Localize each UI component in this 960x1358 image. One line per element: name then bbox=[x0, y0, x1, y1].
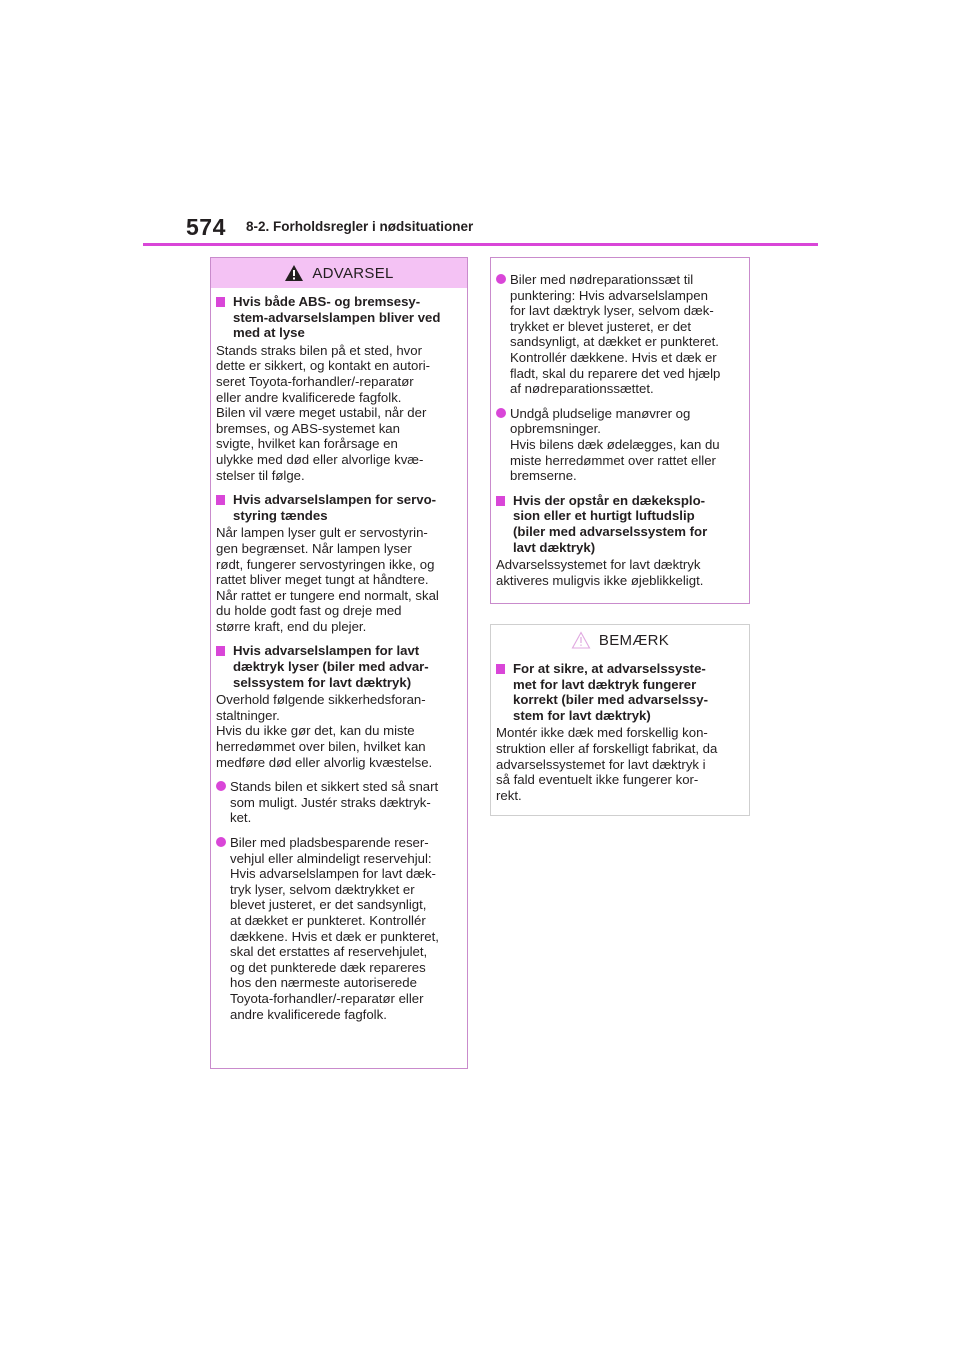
text-line: tryk lyser, selvom dæktrykket er bbox=[230, 881, 415, 897]
square-bullet-icon bbox=[496, 496, 509, 506]
text-line: og det punkterede dæk repareres bbox=[230, 959, 426, 975]
text-line: struktion eller af forskelligt fabrikat, da bbox=[496, 740, 718, 756]
text-line: Kontrollér dækkene. Hvis et dæk er bbox=[510, 349, 717, 365]
text-line: dette er sikkert, og kontakt en autori- bbox=[216, 358, 431, 374]
round-bullet-icon bbox=[216, 837, 230, 1022]
text-line: dækkene. Hvis et dæk er punkteret, bbox=[230, 928, 439, 944]
text-line: Biler med nødreparationssæt til bbox=[510, 272, 694, 287]
text-line: stem for lavt dæktryk) bbox=[513, 707, 651, 723]
text-line: vehjul eller almindeligt reservehjul: bbox=[230, 850, 432, 866]
text-line: af nødreparationssættet. bbox=[510, 381, 654, 397]
text-line: punktering: Hvis advarselslampen bbox=[510, 287, 708, 303]
text-line: Når rattet er tungere end normalt, skal bbox=[216, 587, 439, 603]
text-line: med at lyse bbox=[233, 325, 305, 341]
text-line: gen begrænset. Når lampen lyser bbox=[216, 540, 412, 556]
round-bullet-icon bbox=[216, 781, 230, 826]
text-line: medføre død eller alvorlig kvæstelse. bbox=[216, 754, 433, 770]
bullet-item bbox=[216, 779, 457, 826]
text-line: Advarselssystemet for lavt dæktryk bbox=[496, 557, 701, 573]
text-line: seret Toyota-forhandler/-reparatør bbox=[216, 373, 414, 389]
text-line: rattet bliver meget tungt at håndtere. bbox=[216, 572, 429, 588]
bullet-text bbox=[230, 835, 457, 1022]
paragraph bbox=[216, 343, 457, 483]
subheading bbox=[496, 493, 739, 555]
text-line: at dækket er punkteret. Kontrollér bbox=[230, 912, 426, 928]
warning-title-bar bbox=[211, 258, 467, 288]
text-line: andre kvalificerede fagfolk. bbox=[230, 1006, 387, 1022]
text-line: korrekt (biler med advarselssy- bbox=[513, 692, 708, 708]
text-line: ulykke med død eller alvorlige kvæ- bbox=[216, 451, 424, 467]
square-bullet-icon bbox=[216, 646, 229, 656]
notice-content bbox=[491, 655, 749, 809]
text-line: miste herredømmet over rattet eller bbox=[510, 452, 716, 468]
text-line: Stands bilen et sikkert sted så snart bbox=[230, 779, 439, 795]
text-line: Bilen vil være meget ustabil, når der bbox=[216, 405, 427, 421]
text-line: eller andre kvalificerede fagfolk. bbox=[216, 389, 402, 405]
text-line: For at sikre, at advarselssyste- bbox=[513, 661, 706, 676]
text-line: selssystem for lavt dæktryk) bbox=[233, 674, 412, 690]
warning-title: ADVARSEL bbox=[312, 264, 394, 282]
text-line: ket. bbox=[230, 810, 252, 826]
text-line: fladt, skal du reparere det ved hjælp bbox=[510, 365, 721, 381]
text-line: større kraft, end du plejer. bbox=[216, 618, 367, 634]
bullet-text bbox=[230, 779, 457, 826]
text-line: Hvis både ABS- og bremsesy- bbox=[233, 294, 421, 309]
subheading bbox=[216, 643, 457, 690]
text-line: opbremsninger. bbox=[510, 421, 601, 437]
text-line: som muligt. Justér straks dæktryk- bbox=[230, 794, 431, 810]
notice-panel bbox=[490, 624, 750, 816]
text-line: for lavt dæktryk lyser, selvom dæk- bbox=[510, 303, 714, 319]
subheading bbox=[496, 661, 739, 723]
text-line: advarselssystemet for lavt dæktryk i bbox=[496, 756, 706, 772]
text-line: trykket er blevet justeret, er det bbox=[510, 318, 692, 334]
notice-title: BEMÆRK bbox=[598, 631, 670, 649]
text-line: bremserne. bbox=[510, 468, 577, 484]
text-line: hos den nærmeste autoriserede bbox=[230, 975, 417, 991]
warning-continued-panel bbox=[490, 257, 750, 604]
text-line: Når lampen lyser gult er servostyrin- bbox=[216, 525, 428, 541]
text-line: sion eller et hurtigt luftudslip bbox=[513, 508, 695, 524]
square-bullet-icon bbox=[496, 664, 509, 674]
text-line: Hvis der opstår en dækeksplo- bbox=[513, 492, 706, 508]
text-line: styring tændes bbox=[233, 507, 328, 523]
text-line: Undgå pludselige manøvrer og bbox=[510, 405, 691, 421]
text-line: met for lavt dæktryk fungerer bbox=[513, 676, 697, 692]
section-title: 8-2. Forholdsregler i nødsituationer bbox=[246, 219, 474, 234]
subheading-text bbox=[513, 661, 739, 723]
text-line: sandsynligt, at dækket er punkteret. bbox=[510, 334, 719, 350]
warning-triangle-icon bbox=[284, 264, 304, 282]
bullet-text bbox=[510, 272, 739, 397]
subheading-text bbox=[233, 294, 457, 341]
subheading-text bbox=[233, 643, 457, 690]
text-line: bremses, og ABS-systemet kan bbox=[216, 420, 400, 436]
caution-triangle-icon bbox=[571, 631, 591, 649]
paragraph bbox=[496, 725, 739, 803]
round-bullet-icon bbox=[496, 274, 510, 397]
page-number: 574 bbox=[186, 214, 226, 240]
text-line: stelser til følge. bbox=[216, 467, 305, 483]
text-line: Montér ikke dæk med forskellig kon- bbox=[496, 725, 708, 741]
text-line: dæktryk lyser (biler med advar- bbox=[233, 659, 429, 675]
text-line: skal det erstattes af reservehjulet, bbox=[230, 944, 428, 960]
text-line: så fald eventuelt ikke fungerer kor- bbox=[496, 772, 699, 788]
text-line: Overhold følgende sikkerhedsforan- bbox=[216, 692, 426, 708]
text-line: stem-advarselslampen bliver ved bbox=[233, 309, 441, 325]
bullet-item bbox=[496, 406, 739, 484]
text-line: aktiveres muligvis ikke øjeblikkeligt. bbox=[496, 572, 704, 588]
text-line: svigte, hvilket kan forårsage en bbox=[216, 436, 398, 452]
notice-title-bar bbox=[491, 625, 749, 655]
header-rule bbox=[143, 243, 818, 246]
paragraph bbox=[496, 557, 739, 588]
warning-panel bbox=[210, 257, 468, 1069]
subheading bbox=[216, 294, 457, 341]
paragraph bbox=[216, 692, 457, 770]
text-line: (biler med advarselssystem for bbox=[513, 523, 708, 539]
square-bullet-icon bbox=[216, 297, 229, 307]
warning-continued-content bbox=[491, 258, 749, 594]
text-line: Hvis advarselslampen for lavt dæk- bbox=[230, 866, 436, 882]
subheading bbox=[216, 492, 457, 523]
text-line: Hvis bilens dæk ødelægges, kan du bbox=[510, 436, 720, 452]
square-bullet-icon bbox=[216, 495, 229, 505]
paragraph bbox=[216, 525, 457, 634]
bullet-item bbox=[216, 835, 457, 1022]
subheading-text bbox=[513, 493, 739, 555]
subheading-text bbox=[233, 492, 457, 523]
text-line: rekt. bbox=[496, 787, 522, 803]
bullet-item bbox=[496, 272, 739, 397]
text-line: blevet justeret, er det sandsynligt, bbox=[230, 897, 427, 913]
text-line: Hvis advarselslampen for servo- bbox=[233, 492, 437, 508]
text-line: rødt, fungerer servostyringen ikke, og bbox=[216, 556, 435, 572]
text-line: staltninger. bbox=[216, 707, 280, 723]
text-line: du holde godt fast og dreje med bbox=[216, 603, 402, 619]
text-line: herredømmet over bilen, hvilket kan bbox=[216, 739, 426, 755]
bullet-text bbox=[510, 406, 739, 484]
text-line: Hvis du ikke gør det, kan du miste bbox=[216, 723, 415, 739]
warning-content bbox=[211, 288, 467, 1028]
text-line: Biler med pladsbesparende reser- bbox=[230, 835, 429, 850]
text-line: Toyota-forhandler/-reparatør eller bbox=[230, 990, 424, 1006]
text-line: lavt dæktryk) bbox=[513, 539, 596, 555]
text-line: Hvis advarselslampen for lavt bbox=[233, 643, 420, 659]
text-line: Stands straks bilen på et sted, hvor bbox=[216, 342, 422, 358]
round-bullet-icon bbox=[496, 408, 510, 484]
